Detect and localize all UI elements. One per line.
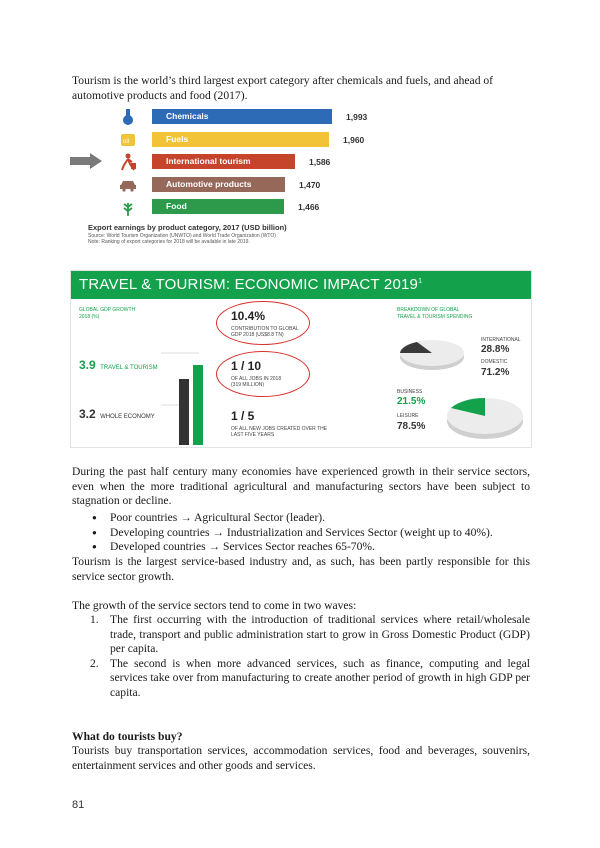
chart-caption: Export earnings by product category, 2017 (USD billion) <box>88 223 287 232</box>
waves-intro: The growth of the service sectors tend to come in two waves: <box>72 599 357 612</box>
infographic-header <box>71 271 531 299</box>
domestic-label: DOMESTIC <box>481 359 508 365</box>
fuel-icon <box>118 131 138 149</box>
stat-new-jobs-desc1: OF ALL NEW JOBS CREATED OVER THE <box>231 426 328 432</box>
bar-value: 1,993 <box>346 112 368 122</box>
stat-new-jobs-desc2: LAST FIVE YEARS <box>231 432 275 438</box>
intro-paragraph: Tourism is the world’s third largest export category after chemicals and fuels, and ahead of automotive products and food (2017). <box>72 74 494 102</box>
economic-impact-infographic <box>70 270 532 448</box>
tourists-buy-paragraph: Tourists buy transportation services, accommodation services, food and beverages, souvenirs, entertainment services and other goods and services. <box>72 744 530 772</box>
international-domestic-pie <box>397 333 467 373</box>
economy-growth: 3.2 WHOLE ECONOMY <box>79 407 155 421</box>
export-earnings-chart <box>70 104 470 244</box>
svg-text:oil: oil <box>123 139 130 145</box>
domestic-value: 71.2% <box>481 367 510 378</box>
chart-source: Source: World Tourism Organization (UNWTO) and World Trade Organization (WTO) <box>88 233 276 239</box>
list-item: ● Developing countries → Industrialization and Services Sector (weight up to 40%). <box>72 526 530 541</box>
bar-value: 1,470 <box>299 179 321 190</box>
breakdown-label1: BREAKDOWN OF GLOBAL <box>397 307 460 313</box>
international-label: INTERNATIONAL <box>481 337 521 343</box>
bar-value: 1,960 <box>343 134 365 145</box>
highlight-oval-jobs <box>216 351 310 397</box>
stat-gdp-share: 10.4% <box>231 309 266 323</box>
stat-jobs-desc2: (319 MILLION) <box>231 382 265 388</box>
business-value: 21.5% <box>397 396 426 407</box>
travel-growth: 3.9 TRAVEL & TOURISM <box>79 358 158 372</box>
bar-fuels: Fuels <box>152 132 329 147</box>
bar-value: 1,586 <box>309 157 331 168</box>
page-number: 81 <box>72 799 85 811</box>
stat-gdp-share-desc2: GDP 2018 (US$8.8 TN) <box>231 332 284 338</box>
breakdown-label2: TRAVEL & TOURISM SPENDING <box>397 314 473 320</box>
bar-international-tourism: International tourism <box>152 154 295 169</box>
list-item: ● Poor countries → Agricultural Sector (leader). <box>72 511 530 526</box>
traveler-icon <box>118 153 138 171</box>
bar-value: 1,466 <box>298 202 320 213</box>
country-sector-list <box>72 511 530 555</box>
car-icon <box>118 176 138 194</box>
highlight-oval-gdp <box>216 301 310 345</box>
bar-food: Food <box>152 199 284 214</box>
gdp-growth-bars <box>161 349 211 445</box>
arrow-pointer-icon <box>70 153 102 169</box>
stat-gdp-share-desc1: CONTRIBUTION TO GLOBAL <box>231 326 299 332</box>
gdp-growth-label: GLOBAL GDP GROWTH <box>79 307 136 313</box>
bar-chemicals: Chemicals <box>152 109 332 124</box>
stat-jobs-desc1: OF ALL JOBS IN 2018 <box>231 376 282 382</box>
wheat-icon <box>118 199 138 217</box>
stat-jobs: 1 / 10 <box>231 359 262 373</box>
list-item: 2. The second is when more advanced services, such as finance, computing and legal services take over from manufacturing to create another period of growth in high GDP per capita. <box>90 656 530 699</box>
list-item: 1. The first occurring with the introduction of traditional services where retail/wholesale trade, transport and public administration start to grow in Gross Domestic Product (GDP) per capita. <box>90 613 530 656</box>
tourism-service-paragraph: Tourism is the largest service-based industry and, as such, has been partly responsible for this service sector growth. <box>72 555 530 583</box>
chart-note: Note: Ranking of export categories for 2018 will be available in late 2019. <box>88 239 250 245</box>
business-leisure-pie <box>443 387 527 443</box>
leisure-value: 78.5% <box>397 421 426 432</box>
service-sector-paragraph: During the past half century many economies have experienced growth in their service sectors, even when the more traditional agricultural and manufacturing sectors have been subject to stagnation or decline. <box>72 465 530 508</box>
leisure-label: LEISURE <box>397 413 419 419</box>
stat-new-jobs: 1 / 5 <box>231 409 255 423</box>
flask-icon <box>118 108 138 126</box>
list-item: ● Developed countries → Services Sector reaches 65-70%. <box>72 540 530 555</box>
international-value: 28.8% <box>481 344 510 355</box>
waves-list <box>72 613 530 701</box>
gdp-growth-year: 2018 (%) <box>79 314 100 320</box>
section-heading: What do tourists buy? <box>72 730 183 743</box>
infographic-title: TRAVEL & TOURISM: ECONOMIC IMPACT 2019$^1$ <box>79 276 423 293</box>
bar-automotive-products: Automotive products <box>152 177 285 192</box>
business-label: BUSINESS <box>397 389 423 395</box>
